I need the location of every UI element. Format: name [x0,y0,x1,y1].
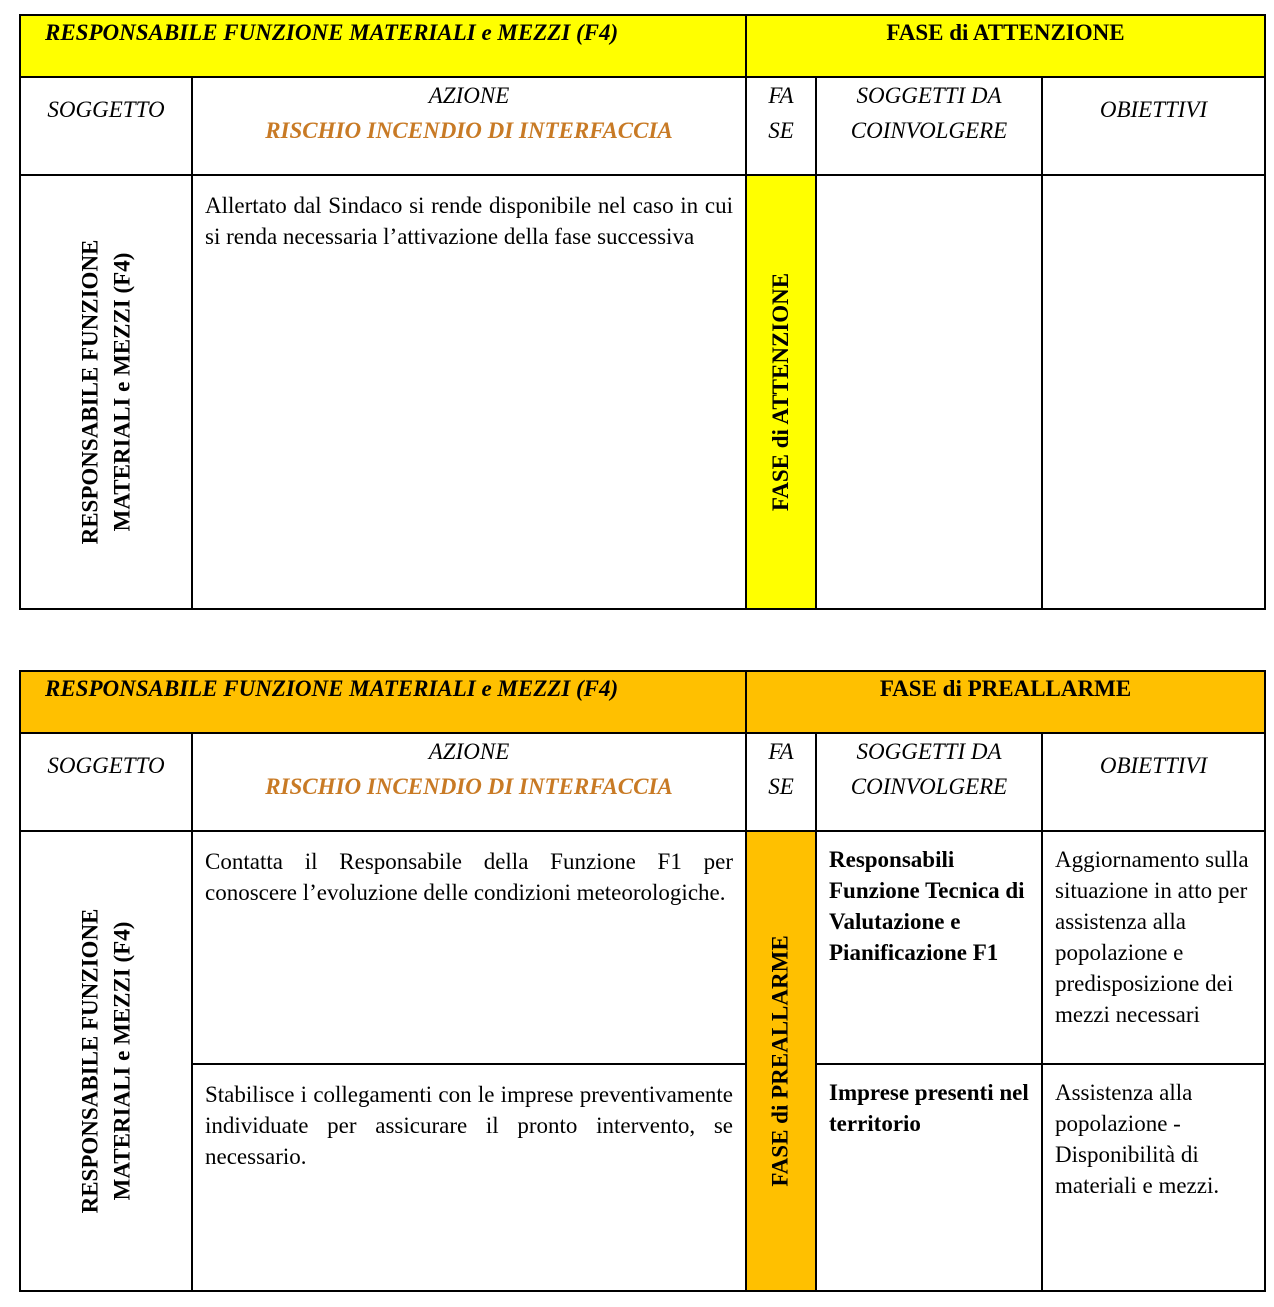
subject-line1: RESPONSABILE FUNZIONE [77,908,103,1214]
prealarm-phase-table [19,670,1266,1292]
subject-cell [21,174,191,608]
soggetti-cell-1 [815,830,1041,1063]
header-fase-line1: FA [768,83,794,108]
action-text: Allertato dal Sindaco si rende disponibile nel caso in cui si renda necessaria l’attivazione della fase successiva [205,193,733,249]
header-soggetto [21,76,191,174]
table-title-right-text: FASE di PREALLARME [879,676,1132,701]
header-azione-text: AZIONE [428,83,510,108]
header-soggetto-text: SOGGETTO [47,97,165,122]
soggetti-cell-2 [815,1063,1041,1290]
subject-line2: MATERIALI e MEZZI (F4) [109,252,135,532]
header-obiettivi-text: OBIETTIVI [1099,97,1208,122]
table-title-left-text: RESPONSABILE FUNZIONE MATERIALI e MEZZI (F4) [45,20,619,45]
table-title-left-text: RESPONSABILE FUNZIONE MATERIALI e MEZZI (F4) [45,676,619,701]
header-fase-line1: FA [768,739,794,764]
action-cell-1 [191,830,745,1063]
header-soggetto-text: SOGGETTO [47,753,165,778]
header-soggetti [815,732,1041,830]
phase-label: FASE di PREALLARME [768,935,794,1187]
obiettivi-cell [1041,174,1264,608]
soggetti-cell [815,174,1041,608]
action-cell-2 [191,1063,745,1290]
action-cell [191,174,745,608]
header-azione-sub: RISCHIO INCENDIO DI INTERFACCIA [265,118,673,143]
soggetti-text-1: Responsabili Funzione Tecnica di Valutazione e Pianificazione F1 [829,847,1025,965]
soggetti-text-2: Imprese presenti nel territorio [829,1080,1029,1136]
obiettivi-text-1: Aggiornamento sulla situazione in atto per assistenza alla popolazione e predisposizione dei mezzi necessari [1055,847,1249,1027]
obiettivi-cell-2 [1041,1063,1264,1290]
header-azione [191,732,745,830]
subject-cell [21,830,191,1290]
table-title-right [745,672,1264,732]
table-title-right-text: FASE di ATTENZIONE [886,20,1125,45]
header-soggetti-line2: COINVOLGERE [850,118,1008,143]
phase-cell [745,830,815,1290]
attention-phase-table [19,14,1266,610]
header-azione [191,76,745,174]
phase-cell [745,174,815,608]
header-fase [745,76,815,174]
header-fase-line2: SE [768,118,794,143]
subject-line2: MATERIALI e MEZZI (F4) [109,921,135,1201]
header-soggetti-line1: SOGGETTI DA [856,83,1002,108]
action-text-1: Contatta il Responsabile della Funzione F1 per conoscere l’evoluzione delle condizioni meteorologiche. [205,849,733,905]
header-fase [745,732,815,830]
header-soggetti-line2: COINVOLGERE [850,774,1008,799]
obiettivi-cell-1 [1041,830,1264,1063]
header-soggetti [815,76,1041,174]
subject-line1: RESPONSABILE FUNZIONE [77,239,103,545]
header-obiettivi-text: OBIETTIVI [1099,753,1208,778]
header-soggetti-line1: SOGGETTI DA [856,739,1002,764]
phase-label: FASE di ATTENZIONE [768,272,794,512]
header-fase-line2: SE [768,774,794,799]
header-azione-sub: RISCHIO INCENDIO DI INTERFACCIA [265,774,673,799]
header-obiettivi [1041,732,1264,830]
subject-label [74,240,138,545]
action-text-2: Stabilisce i collegamenti con le imprese preventivamente individuate per assicurare il pronto intervento, se necessario. [205,1082,733,1169]
table-title-right [745,16,1264,76]
header-azione-text: AZIONE [428,739,510,764]
header-soggetto [21,732,191,830]
header-obiettivi [1041,76,1264,174]
table-title-left [21,16,745,76]
subject-label [74,909,138,1214]
obiettivi-text-2: Assistenza alla popolazione - Disponibilità di materiali e mezzi. [1055,1080,1220,1198]
table-title-left [21,672,745,732]
